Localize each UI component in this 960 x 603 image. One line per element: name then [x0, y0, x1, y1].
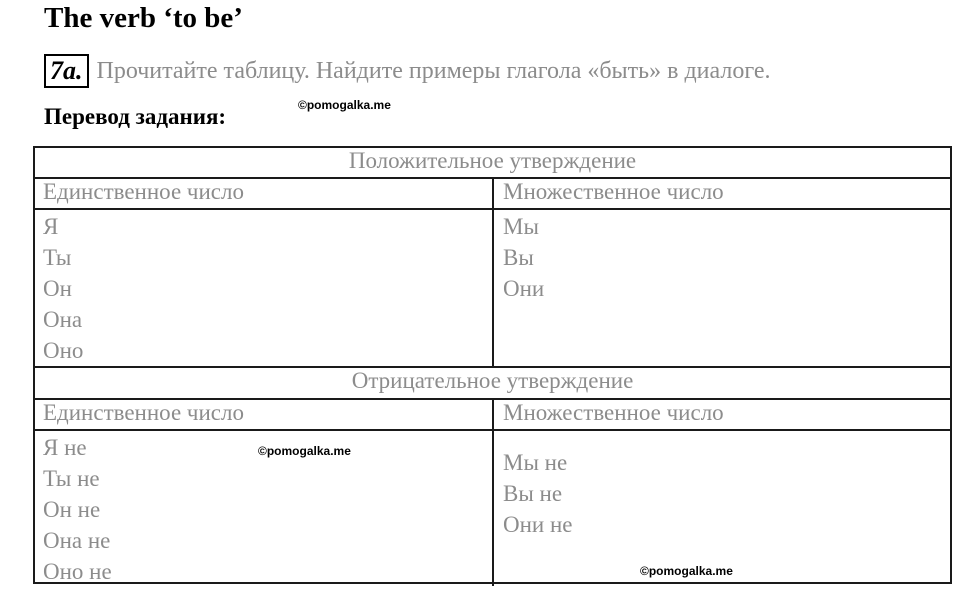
list-item: Она не	[43, 528, 111, 553]
list-item: Мы	[503, 214, 539, 239]
list-item: Вы не	[503, 481, 563, 506]
positive-singular-header: Единственное число	[43, 179, 244, 204]
negative-plural-list	[503, 447, 573, 540]
negative-plural-header: Множественное число	[503, 400, 724, 425]
list-item: Они не	[503, 512, 573, 537]
watermark: ©pomogalka.me	[640, 564, 733, 578]
negative-section-heading: Отрицательное утверждение	[351, 368, 634, 393]
list-item: Он не	[43, 497, 101, 522]
watermark: ©pomogalka.me	[258, 444, 351, 458]
task-instruction: Прочитайте таблицу. Найдите примеры глагола «быть» в диалоге.	[96, 57, 771, 84]
column-divider	[492, 178, 494, 366]
list-item: Я	[43, 214, 59, 239]
task-row	[44, 54, 771, 88]
positive-singular-list	[43, 211, 83, 366]
list-item: Ты	[43, 245, 72, 270]
watermark: ©pomogalka.me	[298, 98, 391, 112]
task-number-badge: 7a.	[44, 54, 89, 88]
translation-heading: Перевод задания:	[44, 104, 227, 129]
list-item: Я не	[43, 435, 87, 460]
list-item: Они	[503, 276, 545, 301]
positive-plural-list	[503, 211, 544, 304]
negative-singular-list	[43, 432, 112, 587]
list-item: Оно не	[43, 559, 112, 584]
list-item: Вы	[503, 245, 534, 270]
list-item: Мы не	[503, 450, 568, 475]
positive-plural-header: Множественное число	[503, 179, 724, 204]
column-divider	[492, 399, 494, 586]
negative-singular-header: Единственное число	[43, 400, 244, 425]
list-item: Он	[43, 276, 72, 301]
list-item: Она	[43, 307, 83, 332]
list-item: Ты не	[43, 466, 100, 491]
page-title: The verb ‘to be’	[44, 2, 243, 34]
verb-table	[33, 146, 952, 584]
list-item: Оно	[43, 338, 84, 363]
positive-section-heading: Положительное утверждение	[348, 148, 637, 173]
